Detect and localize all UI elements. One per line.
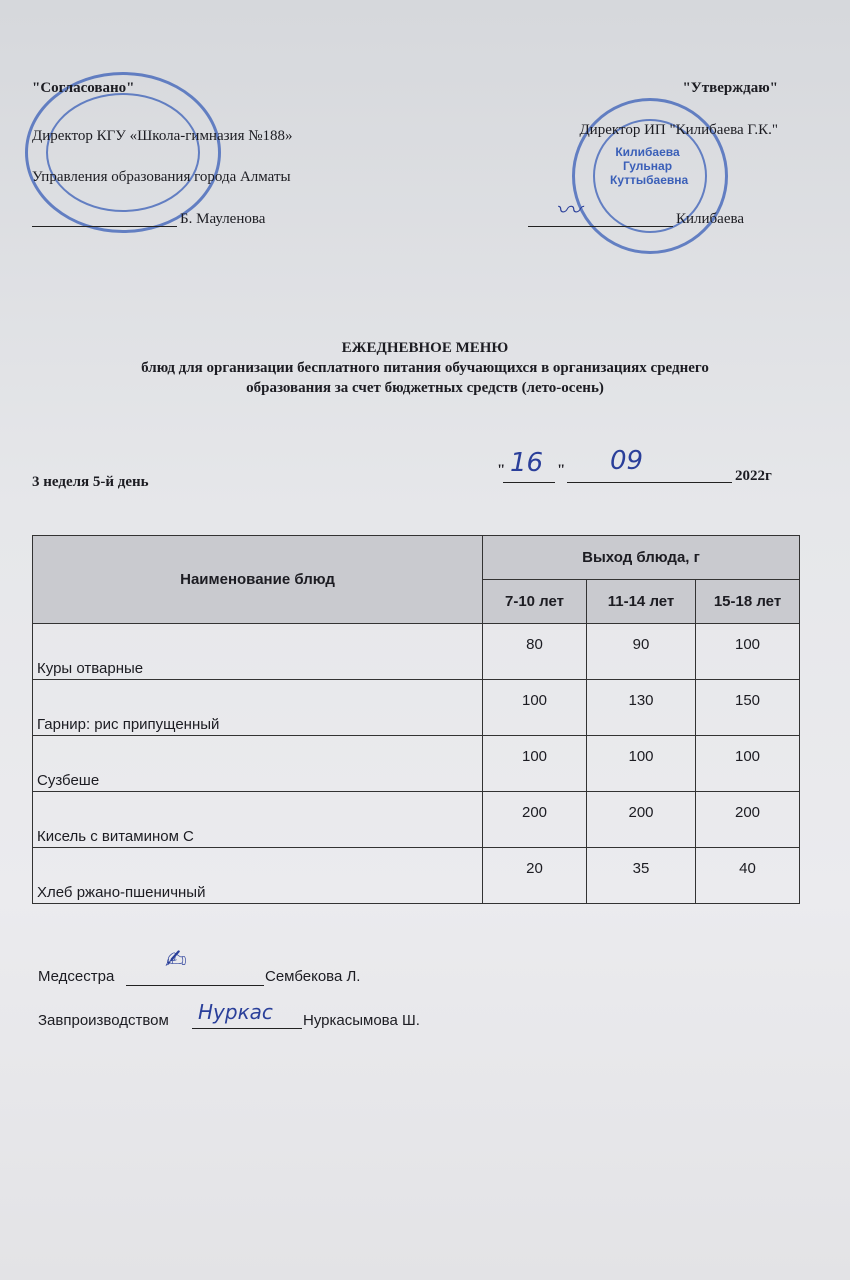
approval-left-title: "Согласовано": [32, 80, 135, 96]
dish-name: Сузбеше: [33, 736, 483, 792]
left-signer: Б. Мауленова: [180, 211, 266, 227]
value: 200: [483, 792, 587, 848]
right-signer: Килибаева: [676, 211, 745, 227]
nurse-name: Сембекова Л.: [265, 968, 361, 985]
approval-right-title: "Утверждаю": [682, 80, 778, 96]
dish-name: Хлеб ржано-пшеничный: [33, 848, 483, 904]
left-line2: Управления образования города Алматы: [32, 169, 291, 185]
manager-label: Завпроизводством: [38, 1012, 169, 1029]
doc-title: ЕЖЕДНЕВНОЕ МЕНЮ: [341, 340, 509, 356]
table-row: [33, 736, 800, 792]
value: 40: [696, 848, 800, 904]
date-month: 09: [610, 446, 644, 476]
age-header: 15-18 лет: [696, 580, 800, 624]
value: 100: [696, 624, 800, 680]
doc-subtitle1: блюд для организации бесплатного питания обучающихся в организациях среднего: [141, 360, 709, 376]
right-signature: 〰: [555, 196, 582, 226]
dish-name: Кисель с витамином С: [33, 792, 483, 848]
value: 200: [587, 792, 696, 848]
value: 150: [696, 680, 800, 736]
right-line1: Директор ИП "Килибаева Г.К.": [579, 122, 778, 138]
nurse-label: Медсестра: [38, 968, 115, 985]
date-year: 2022г: [735, 468, 772, 484]
value: 100: [587, 736, 696, 792]
value: 90: [587, 624, 696, 680]
table-row: [33, 624, 800, 680]
manager-name: Нуркасымова Ш.: [303, 1012, 420, 1029]
dish-name: Гарнир: рис припущенный: [33, 680, 483, 736]
value: 100: [696, 736, 800, 792]
table-row: [33, 848, 800, 904]
value: 100: [483, 680, 587, 736]
value: 80: [483, 624, 587, 680]
value: 130: [587, 680, 696, 736]
nurse-signature: ✍: [165, 945, 187, 975]
left-line1: Директор КГУ «Школа-гимназия №188»: [32, 128, 293, 144]
col-name-header: Наименование блюд: [33, 536, 483, 624]
value: 200: [696, 792, 800, 848]
dish-name: Куры отварные: [33, 624, 483, 680]
menu-table: [32, 535, 800, 904]
value: 20: [483, 848, 587, 904]
value: 35: [587, 848, 696, 904]
age-header: 11-14 лет: [587, 580, 696, 624]
table-row: [33, 792, 800, 848]
value: 100: [483, 736, 587, 792]
week-day: 3 неделя 5-й день: [32, 474, 149, 490]
doc-subtitle2: образования за счет бюджетных средств (лето-осень): [246, 380, 604, 396]
table-row: [33, 680, 800, 736]
col-output-header: Выход блюда, г: [483, 536, 800, 580]
date-day: 16: [510, 448, 544, 478]
age-header: 7-10 лет: [483, 580, 587, 624]
right-stamp-text: Килибаева Гульнар Куттыбаевна: [610, 145, 689, 187]
manager-signature: Нуркас: [198, 1000, 273, 1024]
